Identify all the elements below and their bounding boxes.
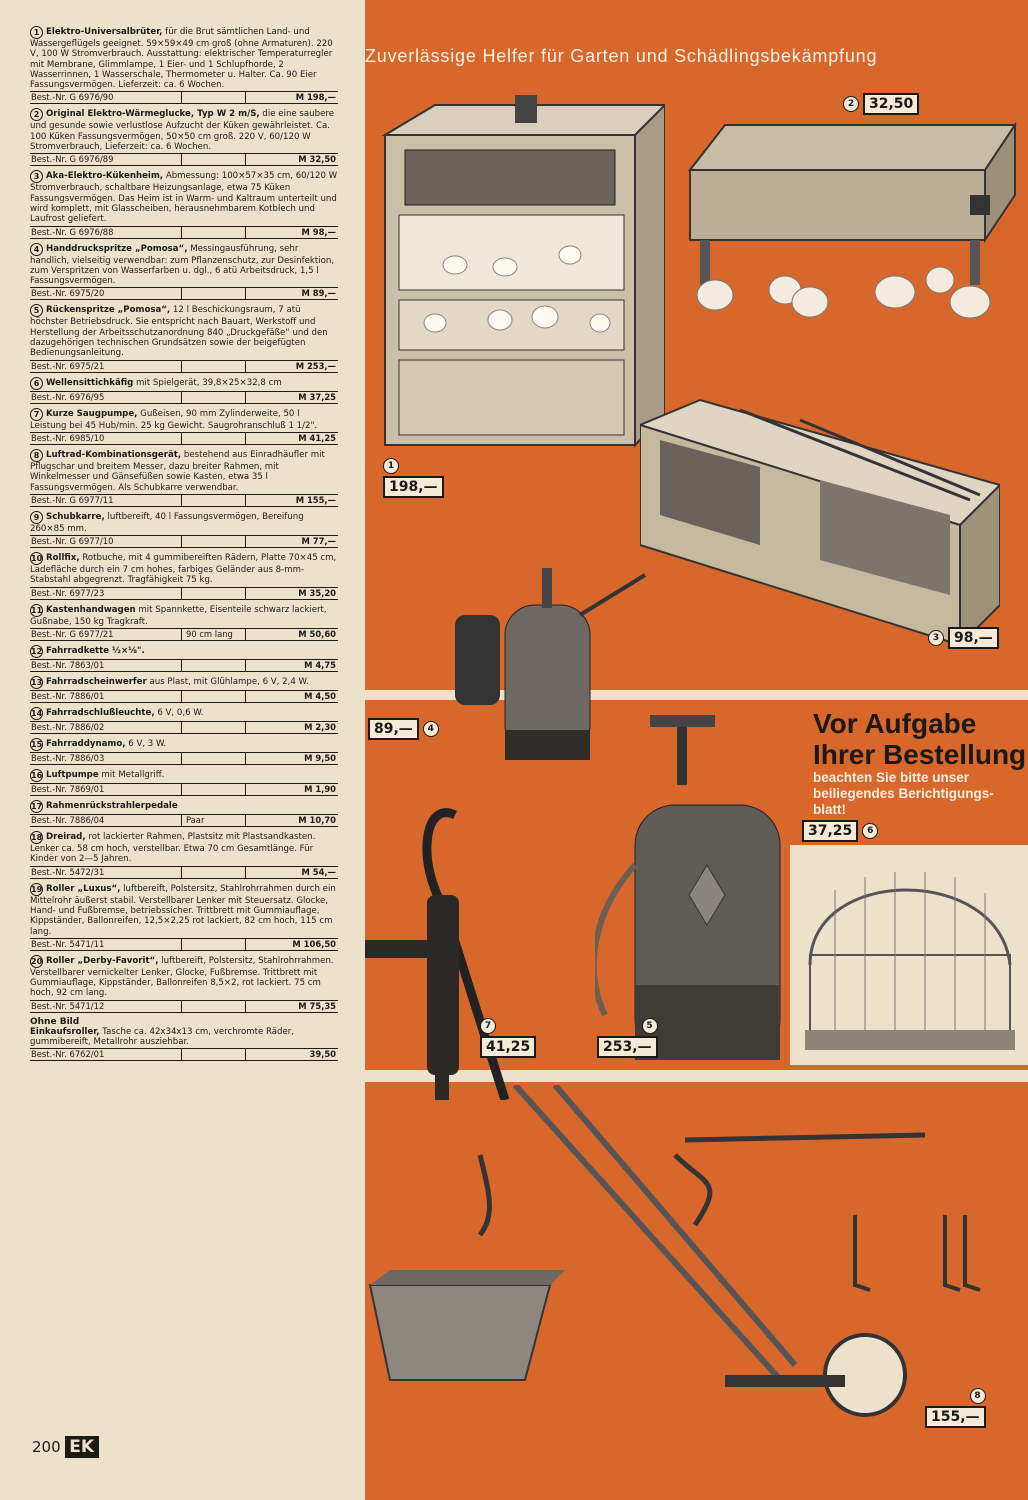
item-number-badge: 5	[642, 1018, 658, 1034]
order-row	[30, 587, 338, 600]
item-number-badge: 16	[31, 771, 43, 781]
order-row	[30, 659, 338, 672]
product-entry-20	[30, 955, 338, 1013]
order-row	[30, 153, 338, 166]
order-number: Best.-Nr. 7886/02	[30, 722, 182, 733]
order-notice	[813, 708, 1028, 818]
product-description-block	[30, 831, 338, 865]
product-price: M 98,—	[301, 226, 336, 237]
product-entry-13	[30, 676, 338, 703]
product-name: Dreirad,	[46, 832, 86, 843]
order-row	[30, 432, 338, 445]
product-description: Abmessung: 100×57×35 cm, 60/120 W Stromverbrauch, schaltbare Heizungsanlage, etwa 75 Küken Fassungsvermögen. Das Heim ist in Warm- und Kaltraum unterteilt und wird komplett, mit Glasscheiben, herausnehmbarem Kotblech und Laufrost geliefert.	[30, 171, 338, 225]
product-price: M 75,35	[298, 1000, 336, 1011]
order-number: Best.-Nr. 7869/01	[30, 784, 182, 795]
product-description: 6 V, 3 W.	[128, 739, 167, 750]
order-extra	[182, 361, 246, 372]
product-price: M 54,—	[301, 866, 336, 877]
order-number: Best.-Nr. G 6977/11	[30, 495, 182, 506]
product-entry-10	[30, 552, 338, 600]
order-row	[30, 628, 338, 641]
item-number-badge: 10	[31, 554, 43, 564]
product-name: Handdruckspritze „Pomosa“,	[46, 243, 188, 254]
product-name: Rückenspritze „Pomosa“,	[46, 305, 171, 316]
order-number: Best.-Nr. 7886/01	[30, 691, 182, 702]
order-number: Best.-Nr. G 6977/10	[30, 536, 182, 547]
product-description-block	[30, 676, 338, 689]
order-extra	[182, 392, 246, 403]
item-number-badge: 8	[30, 449, 43, 462]
order-row	[30, 360, 338, 373]
product-description-block	[30, 408, 338, 431]
price-tag-7	[480, 1018, 536, 1058]
product-description-block	[30, 955, 338, 999]
item-number-badge: 6	[30, 377, 43, 390]
product-description-block	[30, 170, 338, 224]
product-entry-16	[30, 769, 338, 796]
product-entry-6	[30, 377, 338, 404]
product-entry-9	[30, 511, 338, 548]
product-entry-17	[30, 800, 338, 827]
item-number-badge: 14	[31, 709, 43, 719]
order-number: Best.-Nr. 6985/10	[30, 433, 182, 444]
order-extra	[182, 154, 246, 165]
order-extra	[182, 1049, 246, 1060]
no-image-section-label: Ohne Bild	[30, 1016, 80, 1027]
order-extra	[182, 288, 246, 299]
product-description: rot lackierter Rahmen, Plastsitz mit Plastsandkasten. Lenker ca. 58 cm hoch, verstellbar. Etwa 70 cm Gesamtlänge. Für Kinder von 2—5 Jahren.	[30, 832, 316, 865]
order-extra	[182, 227, 246, 238]
product-description-block	[30, 769, 338, 782]
product-price: M 155,—	[295, 494, 336, 505]
order-number: Best.-Nr. G 6977/21	[30, 629, 182, 640]
product-price: M 37,25	[298, 391, 336, 402]
product-description: mit Spannkette, Eisenteile schwarz lackiert, Gußnabe, 150 kg Tragkraft.	[30, 604, 327, 627]
price-label: 253,—	[597, 1036, 658, 1058]
product-price: M 10,70	[298, 815, 336, 826]
order-row	[30, 287, 338, 300]
product-name: Fahrraddynamo,	[46, 739, 126, 750]
product-entry-8	[30, 449, 338, 507]
product-description: aus Plast, mit Glühlampe, 6 V, 2,4 W.	[149, 677, 309, 688]
order-extra	[182, 433, 246, 444]
order-extra	[182, 753, 246, 764]
product-price: M 198,—	[295, 92, 336, 103]
product-description-block	[30, 552, 338, 586]
product-description-block	[30, 707, 338, 720]
item-number-badge: 12	[31, 647, 43, 657]
price-label: 41,25	[480, 1036, 536, 1058]
price-tag-1	[383, 458, 444, 498]
product-price: M 41,25	[298, 432, 336, 443]
order-number: Best.-Nr. 6976/95	[30, 392, 182, 403]
product-price: M 89,—	[301, 288, 336, 299]
product-name: Fahrradschlußleuchte,	[46, 708, 155, 719]
product-name: Einkaufsroller,	[30, 1026, 100, 1037]
order-number: Best.-Nr. 6975/21	[30, 361, 182, 372]
product-description: Tasche ca. 42x34x13 cm, verchromte Räder, gummibereift, Metallrohr ausziehbar.	[30, 1026, 295, 1047]
product-entry-einkaufsroller	[30, 1027, 338, 1062]
item-number-badge: 3	[928, 630, 944, 646]
price-tag-8	[925, 1388, 986, 1428]
product-name: Rollfix,	[46, 553, 80, 564]
product-entry-2	[30, 108, 338, 166]
order-row	[30, 938, 338, 951]
product-description-block	[30, 645, 338, 658]
product-entry-1	[30, 26, 338, 104]
order-extra	[182, 939, 246, 950]
order-number: Best.-Nr. 6977/23	[30, 588, 182, 599]
order-number: Best.-Nr. 5471/12	[30, 1001, 182, 1012]
product-entry-14	[30, 707, 338, 734]
product-description: die eine saubere und gesunde sowie verlustlose Aufzucht der Küken gewährleistet. Ca. 100 Küken Fassungsvermögen, 50×50 cm groß. 220 V, 60/120 W Stromverbrauch, Lieferzeit: ca. 6 Wochen.	[30, 109, 334, 153]
product-name: Kurze Saugpumpe,	[46, 408, 138, 419]
order-number: Best.-Nr. 6975/20	[30, 288, 182, 299]
item-number-badge: 1	[30, 26, 43, 39]
product-description-block	[30, 800, 338, 813]
product-description: bestehend aus Einradhäufler mit Pflugschar und breitem Messer, dazu breiter Rahmen, mit Winkelmesser und Gänsefüßen sowie Kasten, etwa 35 l Fassungsvermögen. Als Schubkarre verwendbar.	[30, 449, 325, 493]
price-label: 155,—	[925, 1406, 986, 1428]
item-number-badge: 2	[30, 108, 43, 121]
order-extra	[182, 92, 246, 103]
product-name: Elektro-Universalbrüter,	[46, 27, 163, 37]
item-number-badge: 4	[423, 721, 439, 737]
product-entry-18	[30, 831, 338, 879]
product-description-block	[30, 738, 338, 751]
order-extra	[182, 722, 246, 733]
product-description: Gußeisen, 90 mm Zylinderweite, 50 l Leistung bei 45 Hub/min. 25 kg Gewicht. Saugrohranschluß 1 1/2".	[30, 408, 318, 431]
order-extra	[182, 536, 246, 547]
item-number-badge: 4	[30, 243, 43, 256]
product-description-block	[30, 26, 338, 90]
product-description-block	[30, 377, 338, 390]
order-extra: 90 cm lang	[182, 629, 246, 640]
order-number: Best.-Nr. 7886/03	[30, 753, 182, 764]
product-description: luftbereift, Polstersitz, Stahlrohrrahmen durch ein Mittelrohr äußerst stabil. Verstellbarer Lenker mit Steuersatz. Glocke, Hand- und Fußbremse, betriebssicher. Trittbrett mit Gummiauflage, Kippständer, Ballonreifen, 12,5×2,25 rot lackiert, 82 cm hoch, 115 cm lang.	[30, 883, 336, 937]
order-extra	[182, 867, 246, 878]
price-tag-4	[368, 718, 439, 740]
product-entry-12	[30, 645, 338, 672]
item-number-badge: 20	[31, 956, 43, 966]
order-number: Best.-Nr. 7886/04	[30, 815, 182, 826]
product-entry-19	[30, 883, 338, 951]
product-name: Aka-Elektro-Kükenheim,	[46, 171, 164, 182]
product-description-block	[30, 604, 338, 627]
price-tag-2	[843, 93, 919, 115]
product-description-block	[30, 449, 338, 493]
budgie-cage-illustration	[790, 845, 1028, 1065]
illustration-panel	[365, 0, 1028, 1500]
notice-text: beachten Sie bitte unser beiliegendes Berichtigungs- blatt!	[813, 770, 994, 817]
product-price: M 2,30	[304, 722, 336, 733]
order-row	[30, 91, 338, 104]
wheel-cultivator-illustration	[365, 1085, 1028, 1425]
item-number-badge: 2	[843, 96, 859, 112]
product-price: 39,50	[309, 1049, 336, 1060]
order-row	[30, 721, 338, 734]
product-name: Wellensittichkäfig	[46, 377, 134, 388]
product-price: M 4,75	[304, 660, 336, 671]
price-tag-6	[802, 820, 878, 842]
order-row	[30, 1048, 338, 1061]
product-price: M 4,50	[304, 691, 336, 702]
order-row	[30, 866, 338, 879]
item-number-badge: 8	[970, 1388, 986, 1404]
item-number-badge: 1	[383, 458, 399, 474]
product-description-block	[30, 243, 338, 287]
price-tag-5	[597, 1018, 658, 1058]
order-extra	[182, 1001, 246, 1012]
order-row	[30, 391, 338, 404]
order-number: Best.-Nr. 6762/01	[30, 1049, 182, 1060]
order-extra	[182, 495, 246, 506]
order-row	[30, 783, 338, 796]
product-description: 6 V, 0,6 W.	[157, 708, 204, 719]
notice-heading: Vor Aufgabe Ihrer Bestellung	[813, 708, 1027, 770]
product-description: luftbereift, 40 l Fassungsvermögen, Bereifung 260×85 mm.	[30, 511, 304, 534]
item-number-badge: 6	[862, 823, 878, 839]
product-description: Messingausführung, sehr handlich, vielseitig verwendbar: zum Pflanzenschutz, zur Desinfektion, zum Verspritzen von Wasserfarben u. dgl., 6 atü Arbeitsdruck, 1,5 l Fassungsvermögen.	[30, 243, 335, 287]
product-name: Roller „Luxus“,	[46, 883, 121, 894]
product-description-block	[30, 304, 338, 358]
order-row	[30, 1000, 338, 1013]
product-name: Rahmenrückstrahlerpedale	[46, 801, 178, 812]
product-description-block	[30, 511, 338, 534]
order-row	[30, 814, 338, 827]
product-description: mit Metallgriff.	[101, 770, 165, 781]
order-row	[30, 226, 338, 239]
product-name: Fahrradkette ½×⅛".	[46, 646, 145, 657]
order-row	[30, 494, 338, 507]
price-label: 98,—	[948, 627, 999, 649]
product-entry-4	[30, 243, 338, 301]
price-tag-3	[928, 627, 999, 649]
item-number-badge: 17	[31, 802, 43, 812]
order-number: Best.-Nr. G 6976/88	[30, 227, 182, 238]
product-price: M 9,50	[304, 753, 336, 764]
order-row	[30, 752, 338, 765]
order-number: Best.-Nr. G 6976/89	[30, 154, 182, 165]
catalog-logo: EK	[65, 1436, 99, 1458]
product-description: für die Brut sämtlichen Land- und Wassergeflügels geeignet. 59×59×49 cm groß (ohne Armaturen). 220 V, 100 W Stromverbrauch. Ausstattung: elektrischer Temperaturregler mit Membrane, Glimmlampe, 1 Eier- und 1 Schlupfhorde, 2 Wasserrinnen, 1 Wasserschale, Thermometer u. Halter. Ca. 90 Eier Fassungsvermögen. Lieferzeit: ca. 6 Wochen.	[30, 27, 333, 91]
order-row	[30, 690, 338, 703]
product-entry-15	[30, 738, 338, 765]
price-label: 198,—	[383, 476, 444, 498]
product-price: M 253,—	[295, 360, 336, 371]
product-name: Fahrradscheinwerfer	[46, 677, 147, 688]
incubator-illustration	[375, 95, 665, 455]
product-entry-5	[30, 304, 338, 372]
item-number-badge: 18	[31, 833, 43, 843]
order-extra	[182, 784, 246, 795]
heat-brooder-illustration	[685, 120, 1025, 330]
product-name: Luftrad-Kombinationsgerät,	[46, 449, 182, 460]
order-number: Best.-Nr. G 6976/90	[30, 92, 182, 103]
product-description: 12 l Beschickungsraum, 7 atü höchster Betriebsdruck. Sie entspricht nach Bauart, Werkstoff und Herstellung der Arbeitsschutzanordnung 840 „Druckgefäße“ und den dazugehörigen technischen Grundsätzen sowie der beigefügten Bedienungsanleitung.	[30, 305, 328, 359]
product-text-column	[0, 0, 365, 1500]
order-number: Best.-Nr. 7863/01	[30, 660, 182, 671]
order-extra: Paar	[182, 815, 246, 826]
chick-house-illustration	[640, 395, 1000, 665]
item-number-badge: 7	[30, 408, 43, 421]
product-price: M 77,—	[301, 536, 336, 547]
product-name: Original Elektro-Wärmeglucke, Typ W 2 m/S,	[46, 109, 260, 120]
panel-title: Zuverlässige Helfer für Garten und Schädlingsbekämpfung	[365, 46, 878, 66]
product-name: Schubkarre,	[46, 511, 105, 522]
order-extra	[182, 588, 246, 599]
product-description: luftbereift, Polstersitz, Stahlrohrrahmen. Verstellbarer vernickelter Lenker, Glocke, Fußbremse. Trittbrett mit Gummiauflage, Kippständer, Ballonreifen 8,5×2, rot lackiert. 75 cm hoch, 92 cm lang.	[30, 955, 334, 999]
product-description-block	[30, 1027, 338, 1048]
order-extra	[182, 660, 246, 671]
page-footer	[32, 1436, 99, 1458]
product-price: M 35,20	[298, 587, 336, 598]
product-name: Roller „Derby-Favorit“,	[46, 955, 159, 966]
item-number-badge: 11	[31, 605, 43, 615]
item-number-badge: 7	[480, 1018, 496, 1034]
product-name: Kastenhandwagen	[46, 604, 136, 615]
price-label: 37,25	[802, 820, 858, 842]
product-entry-3	[30, 170, 338, 238]
product-description: Rotbuche, mit 4 gummibereiften Rädern, Platte 70×45 cm, Ladefläche durch ein 7 cm hohes, farbiges Geländer aus 8-mm-Stabstahl abgegrenzt. Tragfähigkeit 75 kg.	[30, 553, 337, 586]
product-description-block	[30, 883, 338, 937]
item-number-badge: 9	[30, 511, 43, 524]
item-number-badge: 3	[30, 170, 43, 183]
order-extra	[182, 691, 246, 702]
backpack-sprayer-illustration	[595, 715, 785, 1060]
order-number: Best.-Nr. 5472/31	[30, 867, 182, 878]
product-price: M 106,50	[292, 938, 336, 949]
product-list	[30, 26, 338, 1065]
item-number-badge: 15	[31, 740, 43, 750]
order-number: Best.-Nr. 5471/11	[30, 939, 182, 950]
product-description: mit Spielgerät, 39,8×25×32,8 cm	[136, 377, 282, 388]
product-entry-11	[30, 604, 338, 641]
product-price: M 32,50	[298, 154, 336, 165]
price-label: 32,50	[863, 93, 919, 115]
product-price: M 50,60	[298, 629, 336, 640]
product-price: M 1,90	[304, 784, 336, 795]
product-description-block	[30, 108, 338, 152]
item-number-badge: 19	[31, 884, 43, 894]
order-row	[30, 535, 338, 548]
item-number-badge: 5	[30, 304, 43, 317]
page-number: 200	[32, 1438, 61, 1456]
product-name: Luftpumpe	[46, 770, 99, 781]
item-number-badge: 13	[31, 678, 43, 688]
price-label: 89,—	[368, 718, 419, 740]
product-entry-7	[30, 408, 338, 445]
